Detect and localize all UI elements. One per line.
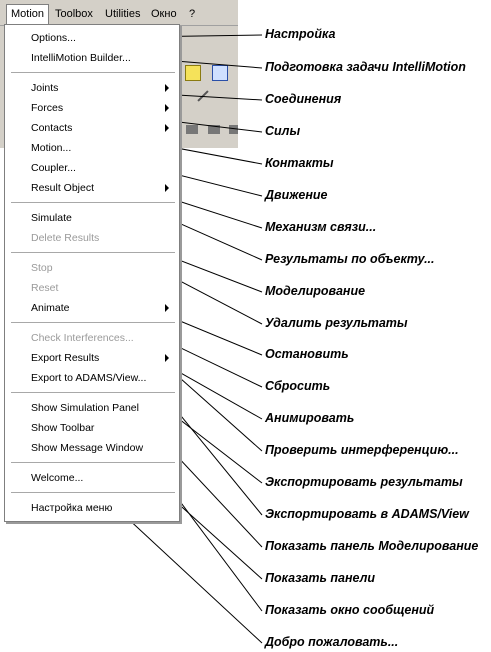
callout-label: Удалить результаты bbox=[265, 316, 408, 330]
menubar-item-utilities[interactable]: Utilities bbox=[105, 8, 141, 20]
menu-item-simulate[interactable]: Simulate bbox=[31, 212, 72, 224]
menu-item-motion[interactable]: Motion... bbox=[31, 142, 72, 154]
menubar-item-toolbox[interactable]: Toolbox bbox=[55, 8, 93, 20]
menubar-item-window[interactable]: Окно bbox=[151, 8, 177, 20]
menu-item-show-simulation-panel[interactable]: Show Simulation Panel bbox=[31, 402, 139, 414]
callout-label: Экспортировать в ADAMS/View bbox=[265, 507, 469, 521]
motion-dropdown-menu bbox=[4, 24, 180, 522]
callout-label: Сбросить bbox=[265, 379, 331, 393]
menu-item-show-message-window[interactable]: Show Message Window bbox=[31, 442, 144, 454]
callout-label: Показать панель Моделирование bbox=[265, 539, 479, 553]
menu-separator bbox=[11, 462, 175, 463]
callout-label: Анимировать bbox=[265, 411, 355, 425]
callout-label: Механизм связи... bbox=[265, 220, 377, 234]
menu-item-welcome[interactable]: Welcome... bbox=[31, 472, 84, 484]
callout-label: Силы bbox=[265, 124, 301, 138]
menu-separator bbox=[11, 322, 175, 323]
submenu-arrow-icon bbox=[165, 84, 169, 92]
callout-label: Подготовка задачи IntelliMotion bbox=[265, 60, 466, 74]
menu-item-check-interferences[interactable]: Check Interferences... bbox=[31, 332, 134, 344]
callout-label: Контакты bbox=[265, 156, 334, 170]
menu-item-intellimotion-builder[interactable]: IntelliMotion Builder... bbox=[31, 52, 131, 64]
menubar-item-help[interactable]: ? bbox=[189, 8, 196, 20]
menu-separator bbox=[11, 72, 175, 73]
submenu-arrow-icon bbox=[165, 304, 169, 312]
callout-label: Настройка bbox=[265, 27, 336, 41]
submenu-arrow-icon bbox=[165, 124, 169, 132]
menu-item-export-adams[interactable]: Export to ADAMS/View... bbox=[31, 372, 147, 384]
callout-label: Показать окно сообщений bbox=[265, 603, 435, 617]
submenu-arrow-icon bbox=[165, 184, 169, 192]
menu-item-animate[interactable]: Animate bbox=[31, 302, 70, 314]
menu-item-export-results[interactable]: Export Results bbox=[31, 352, 100, 364]
menu-item-result-object[interactable]: Result Object bbox=[31, 182, 95, 194]
menu-item-show-toolbar[interactable]: Show Toolbar bbox=[31, 422, 95, 434]
menu-separator bbox=[11, 492, 175, 493]
menubar-item-motion[interactable]: Motion bbox=[6, 4, 49, 25]
menu-item-delete-results[interactable]: Delete Results bbox=[31, 232, 100, 244]
menu-separator bbox=[11, 392, 175, 393]
callout-label: Показать панели bbox=[265, 571, 376, 585]
menu-item-joints[interactable]: Joints bbox=[31, 82, 59, 94]
menu-item-customize-menu[interactable]: Настройка меню bbox=[31, 502, 113, 514]
menu-item-stop[interactable]: Stop bbox=[31, 262, 53, 274]
menu-item-reset[interactable]: Reset bbox=[31, 282, 59, 294]
submenu-arrow-icon bbox=[165, 104, 169, 112]
callout-label: Экспортировать результаты bbox=[265, 475, 463, 489]
callout-label: Результаты по объекту... bbox=[265, 252, 435, 266]
callout-label: Проверить интерференцию... bbox=[265, 443, 459, 457]
callout-label: Добро пожаловать... bbox=[265, 635, 399, 649]
menu-item-forces[interactable]: Forces bbox=[31, 102, 64, 114]
menu-item-contacts[interactable]: Contacts bbox=[31, 122, 73, 134]
callout-label: Моделирование bbox=[265, 284, 366, 298]
menu-separator bbox=[11, 202, 175, 203]
submenu-arrow-icon bbox=[165, 354, 169, 362]
callout-label: Остановить bbox=[265, 347, 349, 361]
menu-item-coupler[interactable]: Coupler... bbox=[31, 162, 76, 174]
menu-item-options[interactable]: Options... bbox=[31, 32, 76, 44]
callout-label: Соединения bbox=[265, 92, 342, 106]
callout-label: Движение bbox=[265, 188, 328, 202]
menu-separator bbox=[11, 252, 175, 253]
